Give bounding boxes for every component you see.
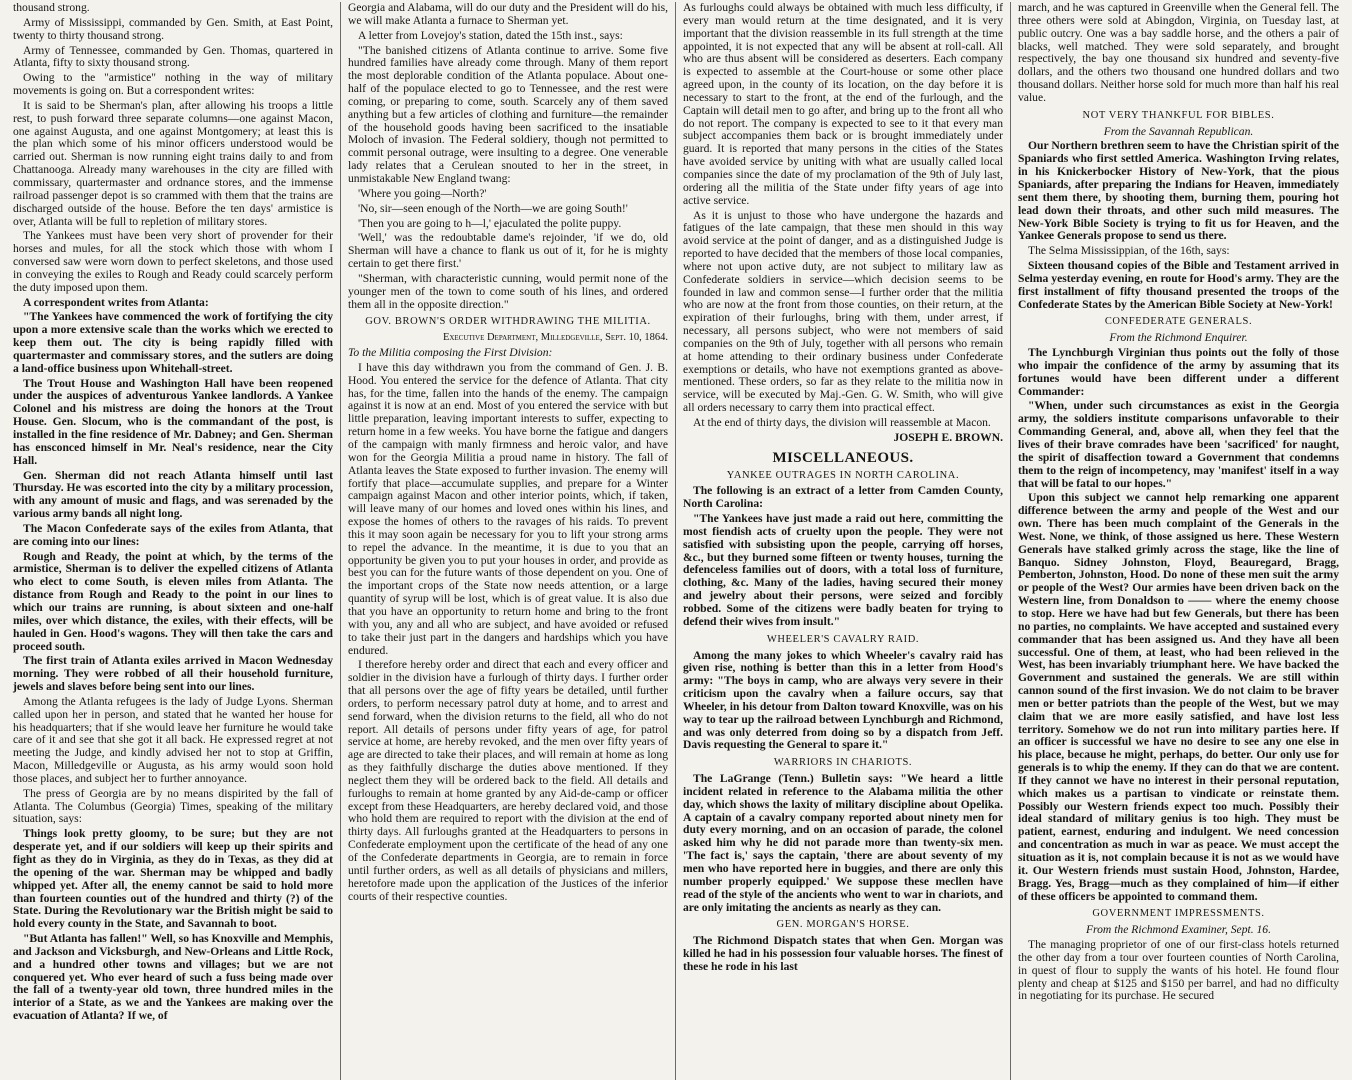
- paragraph: Owing to the "armistice" nothing in the way of military movements is going on. But a correspondent writes:: [13, 71, 333, 98]
- source-line: From the Richmond Examiner, Sept. 16.: [1085, 923, 1272, 937]
- paragraph-bold: "But Atlanta has fallen!" Well, so has Knoxville and Memphis, and Jackson and Vicksburgh, and New-Orleans and Little Rock, and a hundred other towns and villages; but we are not conquered yet. Who ever heard of such a fuss being made over the fall of a twenty-year old town, three hundred miles in the interior of a State, as we and the Yankees are making over the evacuation of Atlanta? If we, of: [13, 932, 333, 1023]
- paragraph-continued: thousand strong.: [13, 2, 90, 14]
- section-heading-major: MISCELLANEOUS.: [772, 449, 914, 466]
- paragraph-bold: Things look pretty gloomy, to be sure; but they are not desperate yet, and if our soldiers will keep up their spirits and fight as they do in Virginia, as they do in Texas, as they did at the opening of the war. Sherman may be whipped and badly whipped yet. After all, the enemy cannot be said to hold more than fourteen counties out of the hundred and thirty (?) of the State. During the Revolutionary war the British might be said to hold every county in the State, and Savannah to boot.: [13, 827, 333, 931]
- paragraph: Army of Tennessee, commanded by Gen. Thomas, quartered in Atlanta, fifty to sixty thousand strong.: [13, 43, 333, 70]
- paragraph-bold: "The Yankees have commenced the work of fortifying the city upon a more extensive scale than the works which we erected to keep them out. The city is being rapidly filled with quartermaster and commissary stores, and the sutlers are doing a land-office business upon Whitehall-street.: [13, 310, 333, 375]
- paragraph: At the end of thirty days, the division will reassemble at Macon.: [693, 416, 991, 429]
- paragraph-bold: A correspondent writes from Atlanta:: [23, 295, 209, 309]
- paragraph: The Selma Mississippian, of the 16th, says:: [1028, 244, 1230, 258]
- newspaper-column-4: [1011, 2, 1346, 1080]
- source-line: From the Richmond Enquirer.: [1109, 331, 1248, 345]
- paragraph-continued: march, and he was captured in Greenville when the General fell. The three others were sold at Abingdon, Virginia, on Tuesday last, at public outcry. One was a bay saddle horse, and the others a pair of blacks, well matched. They were sold separately, and brought respectively, the bay one thousand six hundred and seventy-five dollars, and the others two thousand one hundred dollars and two thousand dollars. Neither horse sold for much more than half his real value.: [1018, 2, 1339, 104]
- dateline: Executive Department, Milledgeville, Sept. 10, 1864.: [442, 332, 668, 344]
- paragraph: A letter from Lovejoy's station, dated the 15th inst., says:: [358, 28, 623, 42]
- paragraph: I therefore hereby order and direct that each and every officer and soldier in the division have a furlough of thirty days. I further order that all persons over the age of fifty years be detailed, until further orders, to perform necessary patrol duty at home, and to arrest and send forward, when the division returns to the field, all who do not report. All details of persons under fifty years of age, for patrol service at home, are hereby revoked, and the men over fifty years of age are directed to take their places, and will remain at home as long as they faithfully discharge the duties above mentioned. If they neglect them they will be ordered back to the field. All details and furloughs to remain at home granted by any Aid-de-camp or officer except from these Headquarters, are hereby declared void, and those who hold them are required to report with the division at the end of thirty days. All furloughs granted at the Headquarters to persons in Confederate employment upon the certificate of the head of any one of the Confederate departments in Georgia, are to remain in force until further orders, as well as all details of physicians and millers, heretofore made upon the application of the Justices of the inferior courts of their respective counties.: [348, 658, 668, 903]
- paragraph-bold: The first train of Atlanta exiles arrived in Macon Wednesday morning. They were robbed of all their household furniture, jewels and slaves before being sent into our lines.: [13, 654, 333, 694]
- paragraph-bold: "The Yankees have just made a raid out here, committing the most fiendish acts of cruelty upon the people. They were not satisfied with subsisting upon the people, carrying off horses, &c., but they burned some fifteen or twenty houses, turning the defenceless families out of doors, with a total loss of furniture, clothing, &c. Many of the ladies, having secured their money and jewelry about their persons, were seized and forcibly robbed. Some of the citizens were badly beaten for trying to defend their wives from insult.": [683, 512, 1003, 628]
- paragraph: The Yankees must have been very short of provender for their horses and mules, for all the stock which those with whom I conversed saw were worn down to perfect skeletons, and those used in conveying the exiles to Rough and Ready could scarcely perform the duty imposed upon them.: [13, 229, 333, 294]
- paragraph: Among the Atlanta refugees is the lady of Judge Lyons. Sherman called upon her in person, and stated that he wanted her house for his headquarters; that if she would leave her furniture he would take care of it and see that she got it all back. He expressed regret at not meeting the Judge, and kindly advised her not to stop at Griffin, Macon, Milledgeville or Augusta, as his army would soon hold those places, and subject her to further annoyance.: [13, 694, 333, 785]
- paragraph-bold: Rough and Ready, the point at which, by the terms of the armistice, Sherman is to deliver the expelled citizens of Atlanta who elect to come South, is eleven miles from Atlanta. The distance from Rough and Ready to the point in our lines to which our trains are running, is about sixteen and one-half miles, over which distance, the exiles, with their effects, will be hauled in Gen. Hood's wagons. They will then take the cars and proceed south.: [13, 549, 333, 653]
- paragraph: Army of Mississippi, commanded by Gen. Smith, at East Point, twenty to thirty thousand strong.: [13, 15, 333, 42]
- paragraph: It is said to be Sherman's plan, after allowing his troops a little rest, to push forward three separate columns—one against Macon, one against Augusta, and one against Montgomery; at least this is the plan which some of his minor officers understood would be carried out. Sherman is now running eight trains daily to and from Chattanooga. Already many warehouses in the city are filled with commissary, quartermaster and ordnance stores, and the immense railroad passenger depot is so crammed with them that the trains are discharged outside of the house. Before the ten days' armistice is over, Atlanta will be full to repletion of military stores.: [13, 98, 333, 228]
- section-heading: NOT VERY THANKFUL FOR BIBLES.: [1082, 109, 1275, 121]
- newspaper-column-3: [676, 2, 1011, 1080]
- paragraph-bold: Sixteen thousand copies of the Bible and Testament arrived in Selma yesterday evening, en route for Hood's army. They are the first installment of fifty thousand presented the troops of the Confederate States by the American Bible Society at New-York!: [1018, 259, 1339, 311]
- paragraph-bold: The LaGrange (Tenn.) Bulletin says: "We heard a little incident related in reference to the Alabama militia the other day, which shows the laxity of military discipline about Opelika. A captain of a cavalry company reported about ninety men for duty every morning, and on an occasion of parade, the colonel asked him why he did not parade more than twenty-six men. 'The fact is,' says the captain, 'there are about seventy of my men who have reported here in buggies, and there are only this number properly equipped.' We suppose these mecllen have read of the style of the ancients who went to war in chariots, and are only imitating the ancients as nearly as they can.: [683, 772, 1003, 914]
- paragraph: The press of Georgia are by no means dispirited by the fall of Atlanta. The Columbus (Georgia) Times, speaking of the military situation, says:: [13, 786, 333, 826]
- paragraph-bold: The Trout House and Washington Hall have been reopened under the auspices of adventurous Yankee landlords. A Yankee Colonel and his mistress are doing the honors at the Trout House. Gen. Slocum, who is the commandant of the post, is installed in the fine residence of Mr. Dabney; and Gen. Sherman has ensconced himself in Mr. Neal's residence, near the City Hall.: [13, 376, 333, 467]
- paragraph: 'Well,' was the redoubtable dame's rejoinder, 'if we do, old Sherman will have a chance to flank us out of it, for he is mighty certain to get there first.': [348, 231, 668, 271]
- paragraph: I have this day withdrawn you from the command of Gen. J. B. Hood. You entered the service for the defence of Atlanta. That city has, for the time, fallen into the hands of the enemy. The campaign against it is now at an end. Most of you entered the service with but little preparation, leaving important interests to suffer, expecting to return home in a few weeks. You have borne the fatigue and dangers of the campaign with manly firmness and heroic valor, and have won for the Georgia Militia a proud name in history. The fall of Atlanta leaves the State exposed to further invasion. The enemy will fortify that place—accumulate supplies, and prepare for a Winter campaign against Macon and other interior points, which, if taken, will leave many of our homes and loved ones within his lines, and expose the homes of others to the ravages of his raids. To prevent this it may soon again be necessary for you to lift your strong arms to repel the advance. In the meantime, it is due to you that an opportunity be given you to put your houses in order, and provide as best you can for the future wants of those dependent on you. One of the important crops of the State now needs attention, or a large quantity of syrup will be lost, which is of great value. It is also due that you have an opportunity to return home and bring to the front with you, any and all who are subject, and have avoided or refused to take their just part in the dangers and hardships which you have endured.: [348, 360, 668, 657]
- paragraph-bold: Among the many jokes to which Wheeler's cavalry raid has given rise, nothing is better than this in a letter from Hood's army: "The boys in camp, who are always very severe in their criticism upon the cavalry when a failure occurs, say that Wheeler, in his detour from Dalton toward Knoxville, was on his way to tear up the railroad between Lynchburgh and Richmond, and was only deterred from doing so by a dispatch from Jeff. Davis requesting the General to spare it.": [683, 648, 1003, 752]
- paragraph: 'Where you going—North?': [358, 186, 487, 200]
- paragraph-bold: Gen. Sherman did not reach Atlanta himself until last Thursday. He was escorted into the city by a military procession, with any amount of music and flags, and was serenaded by the various army bands all night long.: [13, 468, 333, 521]
- paragraph-bold: "When, under such circumstances as exist in the Georgia army, the soldiers institute comparisons unfavorable to their Commanding General, and, above all, when they feel that the lives of their brave comrades have been 'sacrificed' for naught, the spirit of disaffection toward a Government that condemns them to the reign of incompetency, may 'manifest' itself in a way that will be fatal to our hopes.": [1018, 399, 1339, 490]
- section-heading: CONFEDERATE GENERALS.: [1104, 316, 1253, 328]
- paragraph: 'No, sir—seen enough of the North—we are going South!': [358, 201, 628, 215]
- paragraph: As it is unjust to those who have undergone the hazards and fatigues of the late campaign, that these men should in this way avoid service at the point of danger, and as a distinguished Judge is reported to have decided that the members of those local companies, where not upon active duty, are not subject to military law as Confederate soldiers in service—which decision seems to be founded in law and common sense—I further order that the militia who are now at the front from those counties, on their return, at the expiration of their furloughs, bring with them, under arrest, if necessary, all persons subject, who were not members of said companies on the 9th of July, together with all persons who remain at home attending to their ordinary business under Confederate exemptions or details, who have not exemptions granted as above-mentioned. These orders, so far as they relate to the militia now in service, will be executed by Maj.-Gen. G. W. Smith, who will give all orders necessary to carry them into practical effect.: [683, 208, 1003, 415]
- paragraph-bold: The Lynchburgh Virginian thus points out the folly of those who impair the confidence of the army by assuming that its fortunes would have been different under a different Commander:: [1018, 346, 1339, 398]
- paragraph: "Sherman, with characteristic cunning, would permit none of the younger men of the town to come south of his lines, and ordered them all in the opposite direction.": [348, 271, 668, 311]
- paragraph-continued: As furloughs could always be obtained with much less difficulty, if every man would return at the time designated, and it is very important that the division reassemble in its full strength at the time appointed, it is not expected that any will be absent at roll-call. All who are thus absent will be considered as deserters. Each company is expected to assemble at the Court-house or some other place agreed upon, in the county of its location, on the day before it is necessary to start to the front, at the end of the furlough, and the Captain will detail men to go after, and bring up to the front all who do not report. The company is expected to see to it that every man subject accompanies them back or is brought immediately under guard. It is reported that many persons in the cities of the States have avoided service by uniting with what are usually called local companies since the date of my proclamation of the 9th of July last, ordering all the militia of the State under fifty years of age into active service.: [683, 2, 1003, 207]
- paragraph-bold: The following is an extract of a letter from Camden County, North Carolina:: [683, 484, 1003, 511]
- paragraph-continued: Georgia and Alabama, will do our duty and the President will do his, we will make Atlanta a furnace to Sherman yet.: [348, 2, 668, 27]
- paragraph-bold: Our Northern brethren seem to have the Christian spirit of the Spaniards who first settled America. Washington Irving relates, in his Knickerbocker History of New-York, that the pious Spaniards, after preparing the Indians for Heaven, immediately sent them there, by shooting them, burning them, pouring hot lead down their throats, and other such mild measures. The New-York Bible Society is trying to fit us for Heaven, and the Yankee Generals propose to send us there.: [1018, 139, 1339, 243]
- salutation: To the Militia composing the First Division:: [348, 346, 553, 360]
- section-heading: GEN. MORGAN'S HORSE.: [776, 919, 910, 931]
- signature: JOSEPH E. BROWN.: [893, 430, 1003, 444]
- source-line: From the Savannah Republican.: [1103, 124, 1254, 138]
- paragraph-bold: The Richmond Dispatch states that when Gen. Morgan was killed he had in his possession four valuable horses. The finest of these he rode in his last: [683, 934, 1003, 973]
- paragraph: 'Then you are going to h—l,' ejaculated the polite puppy.: [358, 216, 622, 230]
- section-heading: YANKEE OUTRAGES IN NORTH CAROLINA.: [726, 469, 960, 481]
- paragraph-bold: Upon this subject we cannot help remarking one apparent difference between the army and people of the West and our own. There has been much complaint of the Generals in the West. None, we think, of those assigned us here. These Western Generals have stalked grimly across the stage, like the line of Banquo. Sidney Johnston, Floyd, Beauregard, Bragg, Pemberton, Johnston, Hood. Do none of these men suit the army or people of the West? Our armies have been driven back on the Western line, from Donaldson to —— where the enemy choose to stop. Here we have had but few Generals, but there has been no parties, no complaints. We have accepted and sustained every commander that has been assigned us. And they have all been successful. One of them, at least, who had been relieved in the West, has been invariably triumphant here. We have backed the Government and sustained the generals. We are still within cannon sound of the first invasion. We do not claim to be braver men or better patriots than the people of the West, but we may claim that we are more easily satisfied, and have lost less territory. Somehow we do not run into military parties here. If an officer is successful we have no desire to see any one else in his place, because he might, perhaps, do better. Our only use for generals is to whip the enemy. If they can do that we are content. If they cannot we have no interest in their personal reputation, which makes us a partisan to vindicate or reinstate them. Possibly our Western friends expect too much. Possibly their ideal standard of military genius is too high. They must be patient, earnest, enduring and indulgent. We need concession and concentration as much in war as peace. We must accept the situation as it is, not complain because it is not as we would have it. Our Western friends must sustain Hood, Johnston, Hardee, Bragg. Yes, Bragg—much as they complained of him—if either of these officers be appointed to command them.: [1018, 491, 1339, 903]
- newspaper-column-1: [6, 2, 341, 1080]
- section-heading: GOVERNMENT IMPRESSMENTS.: [1092, 908, 1265, 920]
- paragraph: The managing proprietor of one of our first-class hotels returned the other day from a tour over fourteen counties of North Carolina, in quest of flour to supply the wants of his hotel. He found flour plenty and cheap at $125 and $150 per barrel, and had no difficulty in negotiating for its purchase. He secured: [1018, 938, 1339, 1003]
- section-heading: WHEELER'S CAVALRY RAID.: [766, 633, 920, 645]
- paragraph: "The banished citizens of Atlanta continue to arrive. Some five hundred families have already come through. Many of them report the most deplorable condition of the Atlanta populace. About one-half of the populace elected to go to Tennessee, and the rest were coming, or preparing to come, south. Scarcely any of them saved anything but a few articles of clothing and furniture—the remainder of the household goods having been sacrificed to the insatiable Moloch of invasion. The Federal soldiery, though not permitted to commit personal outrage, were insulting to a degree. One venerable lady relates that a Cerulean snouted to her in the street, in unmistakable New England twang:: [348, 43, 668, 185]
- paragraph-bold: The Macon Confederate says of the exiles from Atlanta, that are coming into our lines:: [13, 521, 333, 548]
- section-heading: WARRIORS IN CHARIOTS.: [773, 757, 913, 769]
- section-heading: GOV. BROWN'S ORDER WITHDRAWING THE MILITIA.: [365, 316, 651, 328]
- newspaper-column-2: [341, 2, 676, 1080]
